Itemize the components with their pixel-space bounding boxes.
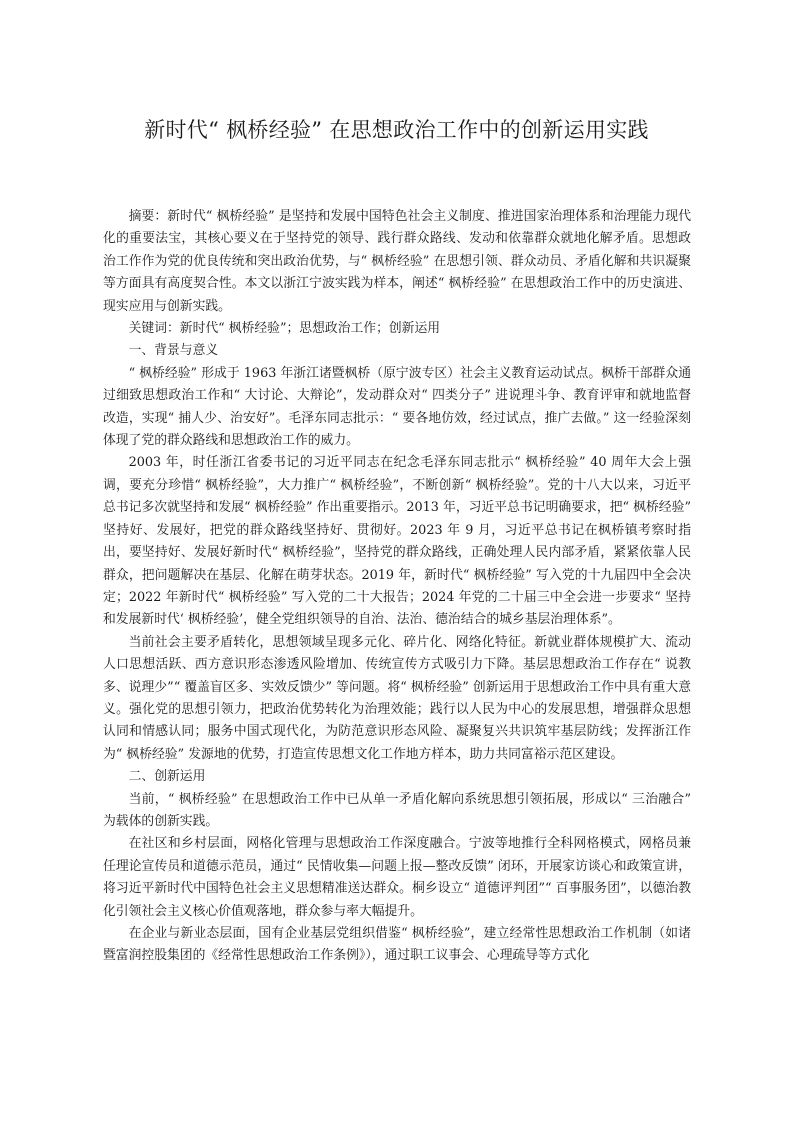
paragraph: 在社区和乡村层面，网格化管理与思想政治工作深度融合。宁波等地推行全科网格模式，网格员兼任理论宣传员和道德示范员，通过“ 民情收集—问题上报—整改反馈” 闭环，开展家访谈心和政策宣讲，将习近平新时代中国特色社会主义思想精准送达群众。桐乡设立“ 道德评判团”“ 百事服务团”，以德治教化引领社会主义核心价值观落地，群众参与率大幅提升。	[103, 836, 691, 919]
section-heading-innovation: 二、创新运用	[128, 769, 206, 785]
paper-title: 新时代“ 枫桥经验” 在思想政治工作中的创新运用实践	[144, 118, 649, 142]
paper-body	[103, 206, 691, 968]
paragraph: “ 枫桥经验” 形成于 1963 年浙江诸暨枫桥（原宁波专区）社会主义教育运动试点。枫桥干部群众通过细致思想政治工作和“ 大讨论、大辩论”，发动群众对“ 四类分子” 进说理斗争、教育评审和就地监督改造，实现“ 捕人少、治安好”。毛泽东同志批示：“ 要各地仿效，经过试点，推广去做。” 这一经验深刻体现了党的群众路线和思想政治工作的威力。	[103, 365, 691, 449]
paragraph: 在企业与新业态层面，国有企业基层党组织借鉴“ 枫桥经验”，建立经常性思想政治工作机制（如诸暨富润控股集团的《经常性思想政治工作条例》），通过职工议事会、心理疏导等方式化	[103, 926, 691, 964]
paragraph: 当前社会主要矛盾转化，思想领域呈现多元化、碎片化、网络化特征。新就业群体规模扩大、流动人口思想活跃、西方意识形态渗透风险增加、传统宣传方式吸引力下降。基层思想政治工作存在“ 说教多、说理少”“ 覆盖盲区多、实效反馈少” 等问题。将“ 枫桥经验” 创新运用于思想政治工作中具有重大意义。强化党的思想引领力，把政治优势转化为治理效能；践行以人民为中心的发展思想，增强群众思想认同和情感认同；服务中国式现代化，为防范意识形态风险、凝聚复兴共识筑牢基层防线；发挥浙江作为“ 枫桥经验” 发源地的优势，打造宣传思想文化工作地方样本，助力共同富裕示范区建设。	[103, 634, 691, 762]
abstract-paragraph: 摘要：新时代“ 枫桥经验” 是坚持和发展中国特色社会主义制度、推进国家治理体系和治理能力现代化的重要法宝，其核心要义在于坚持党的领导、践行群众路线、发动和依靠群众就地化解矛盾。思想政治工作作为党的优良传统和突出政治优势，与“ 枫桥经验” 在思想引领、群众动员、矛盾化解和共识凝聚等方面具有高度契合性。本文以浙江宁波实践为样本，阐述“ 枫桥经验” 在思想政治工作中的历史演进、现实应用与创新实践。	[103, 209, 691, 314]
paragraph: 2003 年，时任浙江省委书记的习近平同志在纪念毛泽东同志批示“ 枫桥经验” 40 周年大会上强调，要充分珍惜“ 枫桥经验”，大力推广“ 枫桥经验”，不断创新“ 枫桥经验”。党的十八大以来，习近平总书记多次就坚持和发展“ 枫桥经验” 作出重要指示。2013 年，习近平总书记明确要求，把“ 枫桥经验” 坚持好、发展好，把党的群众路线坚持好、贯彻好。2023 年 9 月，习近平总书记在枫桥镇考察时指出，要坚持好、发展好新时代“ 枫桥经验”，坚持党的群众路线，正确处理人民内部矛盾，紧紧依靠人民群众，把问题解决在基层、化解在萌芽状态。2019 年，新时代“ 枫桥经验” 写入党的十九届四中全会决定；2022 年新时代“ 枫桥经验” 写入党的二十大报告；2024 年党的二十届三中全会进一步要求“ 坚持和发展新时代‘ 枫桥经验’，健全党组织领导的自治、法治、德治结合的城乡基层治理体系”。	[103, 455, 691, 628]
section-heading-background: 一、背景与意义	[128, 343, 219, 359]
paragraph: 当前，“ 枫桥经验” 在思想政治工作中已从单一矛盾化解向系统思想引领拓展，形成以“ 三治融合” 为载体的创新实践。	[103, 791, 691, 829]
keywords-paragraph: 关键词：新时代“ 枫桥经验”；思想政治工作；创新运用	[128, 321, 441, 337]
